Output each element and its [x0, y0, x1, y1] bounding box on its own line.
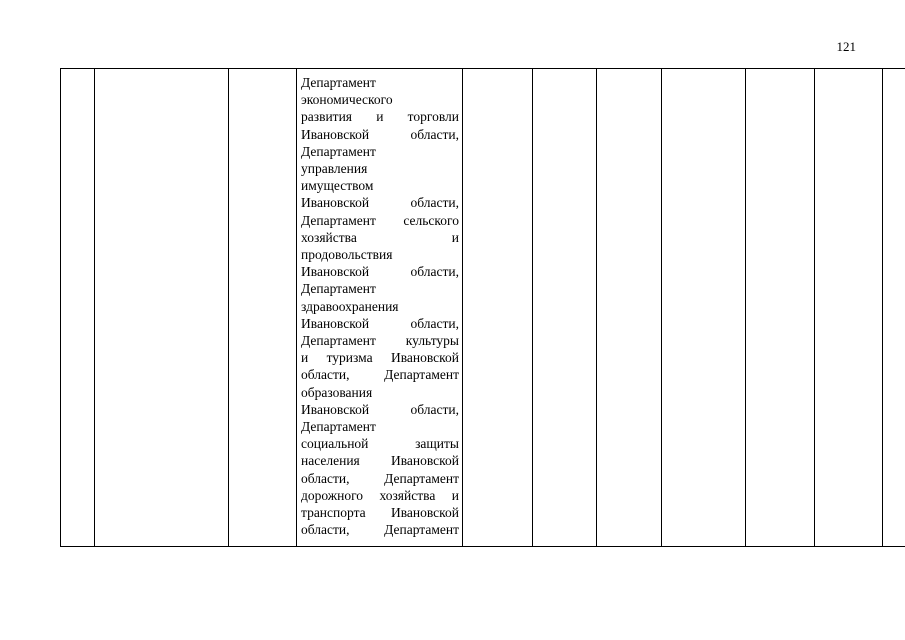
text-line: дорожного хозяйства и: [301, 487, 459, 503]
table-cell-11: [883, 69, 905, 547]
text-line: Ивановской области,: [301, 315, 459, 331]
text-line: имуществом: [301, 178, 374, 194]
text-line: области, Департамент: [301, 522, 459, 538]
text-line: Департамент: [301, 281, 376, 297]
text-line: и туризма Ивановской: [301, 350, 459, 366]
text-line: Департамент: [301, 143, 376, 159]
text-line: экономического: [301, 92, 393, 108]
text-line: Ивановской области,: [301, 195, 459, 211]
text-line: Ивановской области,: [301, 401, 459, 417]
text-line: социальной защиты: [301, 436, 459, 452]
table-cell-8: [662, 69, 746, 547]
text-line: Департамент: [301, 419, 376, 435]
table-cell-7: [597, 69, 662, 547]
text-line: населения Ивановской: [301, 453, 459, 469]
document-table: [60, 68, 905, 547]
table-cell-10: [815, 69, 883, 547]
text-line: Департамент сельского: [301, 212, 459, 228]
table-cell-1: [61, 69, 95, 547]
text-line: области, Департамент: [301, 470, 459, 486]
responsible-executors-text: [297, 69, 462, 538]
table-cell-9: [746, 69, 815, 547]
table-cell-responsible-executors: [297, 69, 463, 547]
text-line: развития и торговли: [301, 109, 459, 125]
text-line: Ивановской области,: [301, 264, 459, 280]
table-cell-6: [533, 69, 597, 547]
text-line: управления: [301, 161, 368, 177]
text-line: области, Департамент: [301, 367, 459, 383]
text-line: продовольствия: [301, 247, 393, 263]
text-line: здравоохранения: [301, 298, 399, 314]
text-line: транспорта Ивановской: [301, 505, 459, 521]
text-line: хозяйства и: [301, 229, 459, 245]
table-row: [61, 69, 905, 547]
text-line: Ивановской области,: [301, 126, 459, 142]
page-number: 121: [836, 39, 856, 54]
table-cell-3: [229, 69, 297, 547]
text-line: Департамент культуры: [301, 333, 459, 349]
text-line: Департамент: [301, 75, 376, 90]
table-cell-5: [463, 69, 533, 547]
table-cell-2: [95, 69, 229, 547]
text-line: образования: [301, 384, 373, 400]
